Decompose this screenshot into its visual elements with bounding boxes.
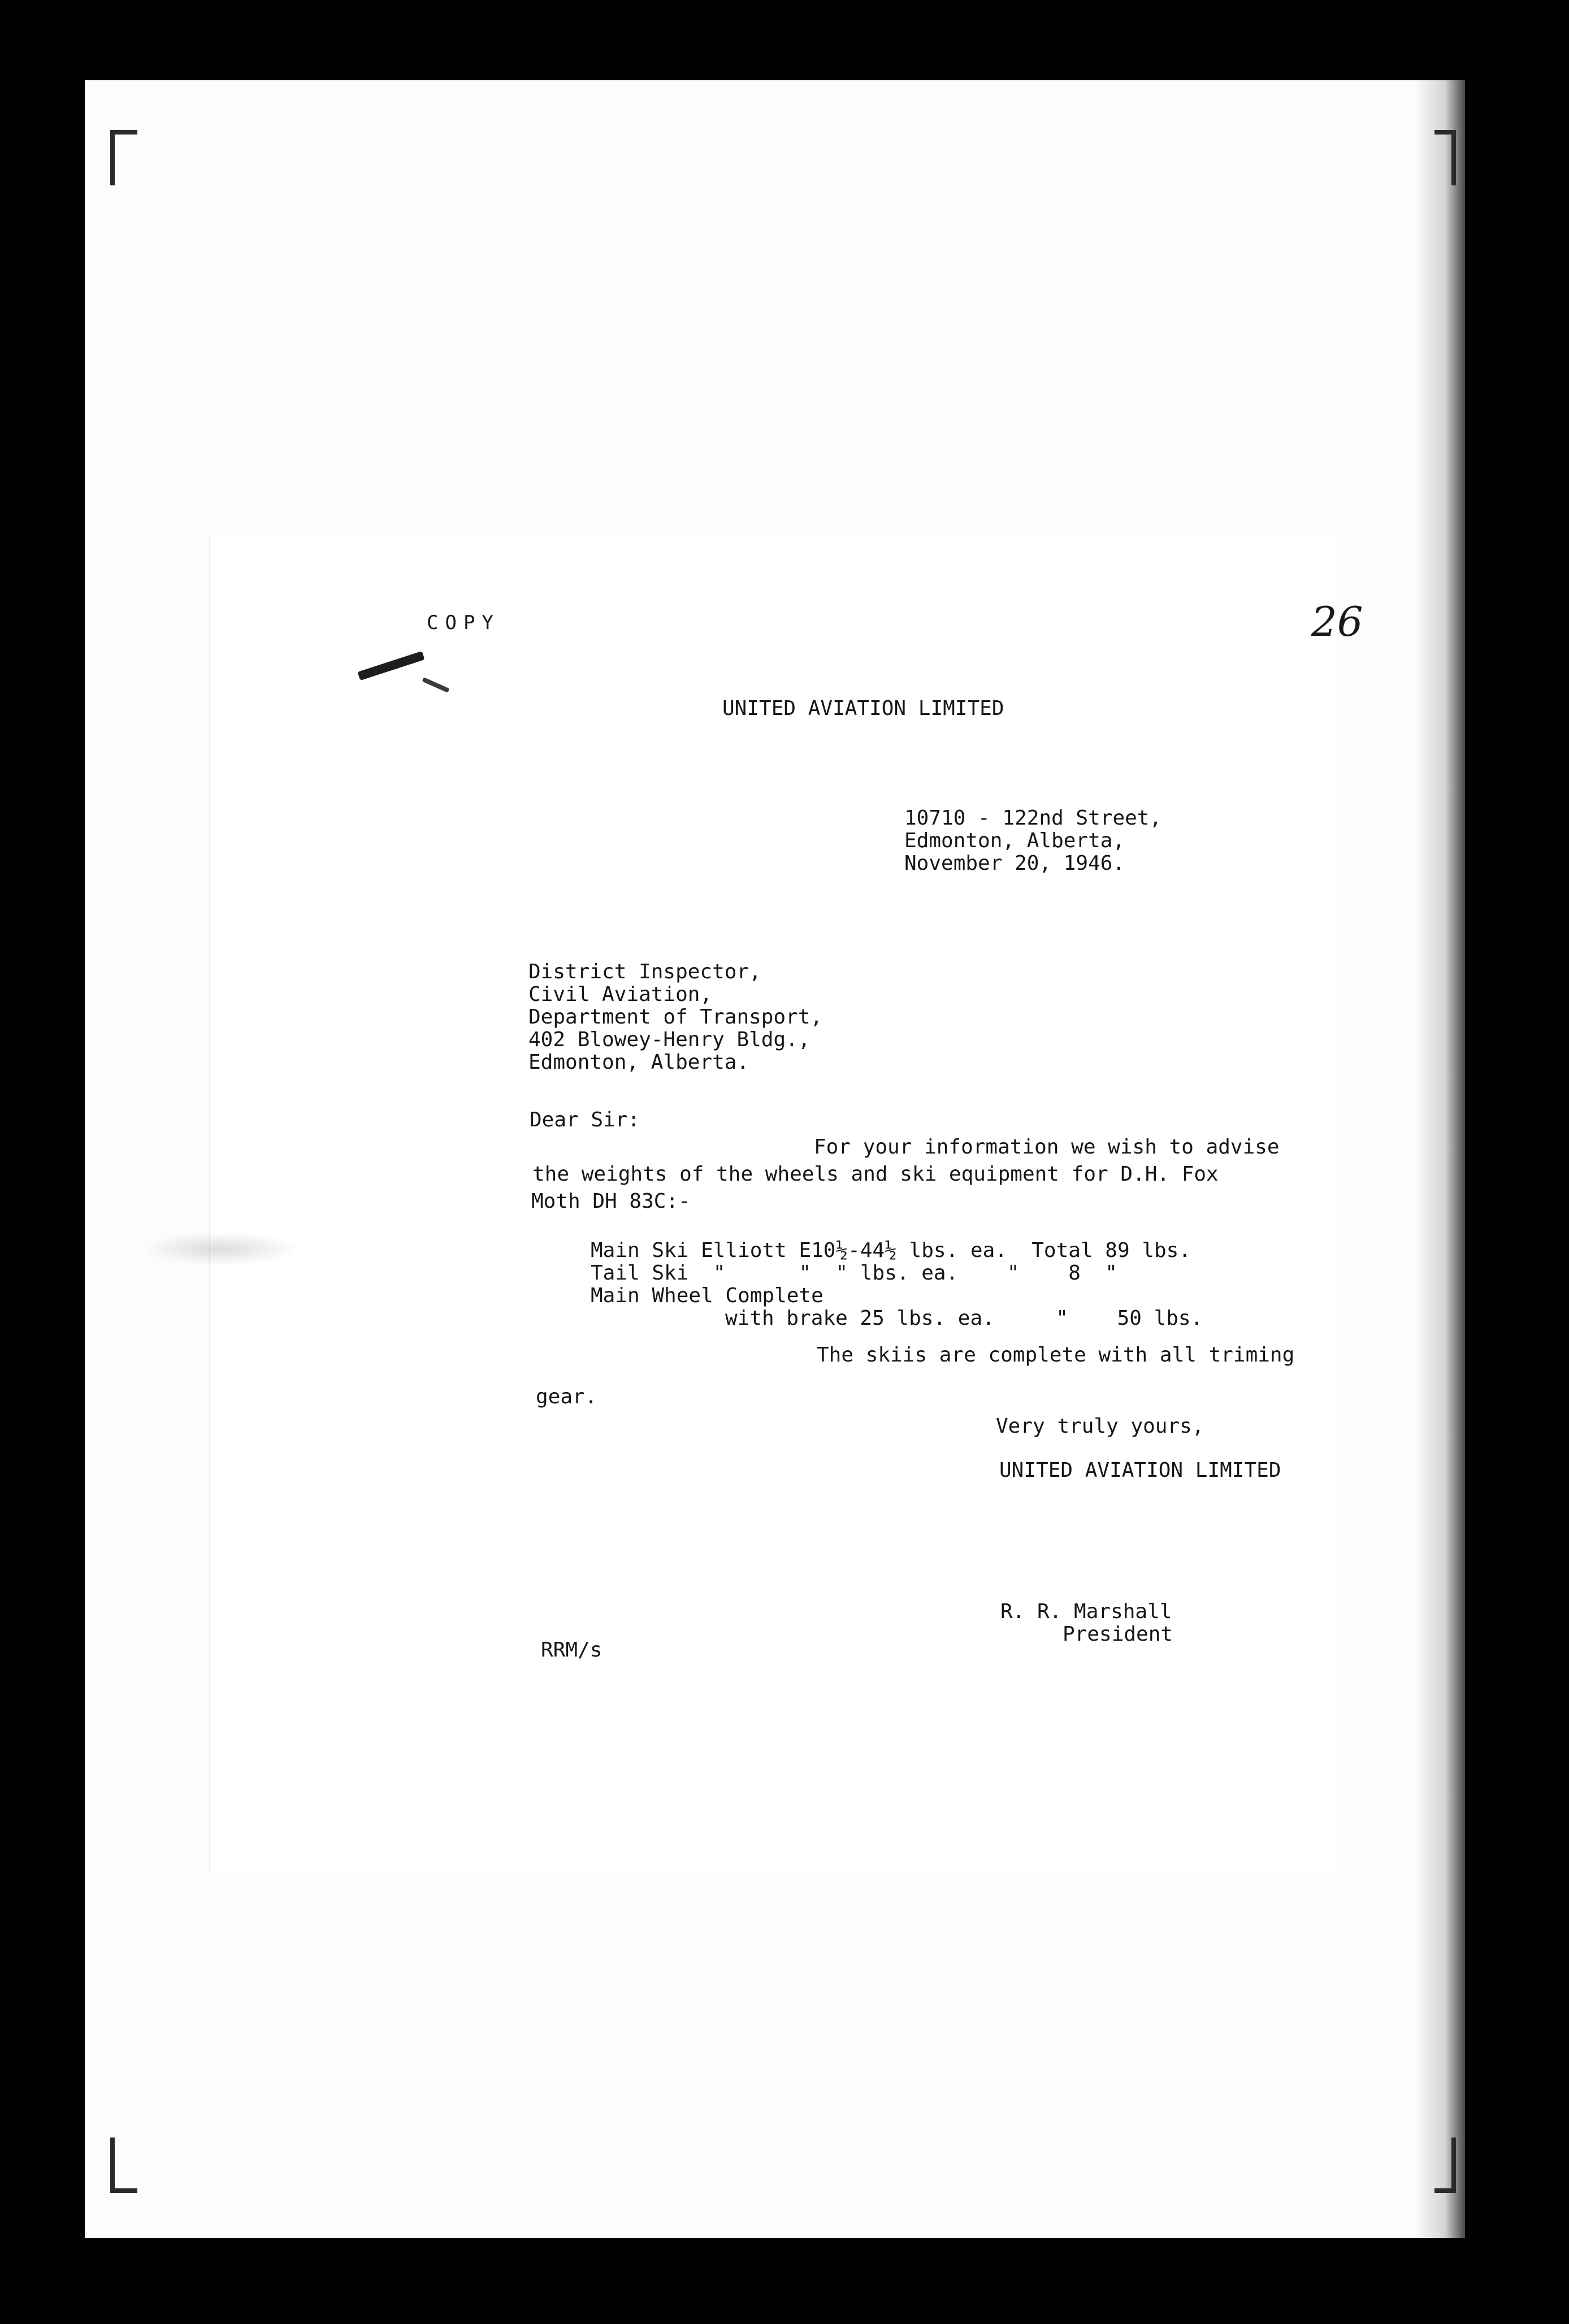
item-brake: with brake 25 lbs. ea. " 50 lbs. [725,1307,1203,1330]
closing-paragraph-line: The skiis are complete with all triming [817,1343,1295,1367]
signature-company: UNITED AVIATION LIMITED [999,1459,1281,1482]
recipient-line: 402 Blowey-Henry Bldg., [528,1028,810,1051]
salutation: Dear Sir: [530,1108,640,1131]
body-paragraph-line: Moth DH 83C:- [531,1190,691,1213]
typist-initials: RRM/s [541,1638,603,1662]
signer-name: R. R. Marshall [1000,1600,1172,1623]
crop-mark-top-left [110,130,137,185]
crop-mark-top-right [1434,130,1456,185]
page-number: 26 [1311,598,1363,645]
page-edge-shadow [1414,80,1465,2238]
recipient-line: Civil Aviation, [528,983,713,1006]
crop-mark-bottom-left [110,2137,137,2193]
scan-smudge [141,1232,300,1266]
recipient-line: District Inspector, [528,960,761,983]
letter-date: November 20, 1946. [904,852,1125,875]
letter-sheet [210,537,1335,1871]
company-header: UNITED AVIATION LIMITED [722,697,1004,720]
signer-title: President [1063,1623,1173,1646]
sender-address [904,807,1161,875]
item-main-ski: Main Ski Elliott E10½-44½ lbs. ea. Total 89 lbs. [591,1239,1191,1262]
recipient-address [528,961,822,1074]
crop-mark-bottom-right [1434,2137,1456,2193]
recipient-line: Department of Transport, [528,1005,823,1029]
address-city: Edmonton, Alberta, [904,829,1125,852]
valediction: Very truly yours, [996,1415,1204,1438]
closing-paragraph-line: gear. [536,1385,597,1408]
item-main-wheel: Main Wheel Complete [591,1284,823,1307]
recipient-line: Edmonton, Alberta. [528,1051,749,1074]
item-tail-ski: Tail Ski " " " lbs. ea. " 8 " [591,1261,1117,1285]
copy-label: COPY [427,612,500,634]
body-paragraph-line: the weights of the wheels and ski equipment for D.H. Fox [532,1163,1219,1186]
body-paragraph-line: For your information we wish to advise [814,1135,1280,1159]
address-street: 10710 - 122nd Street, [904,807,1162,830]
